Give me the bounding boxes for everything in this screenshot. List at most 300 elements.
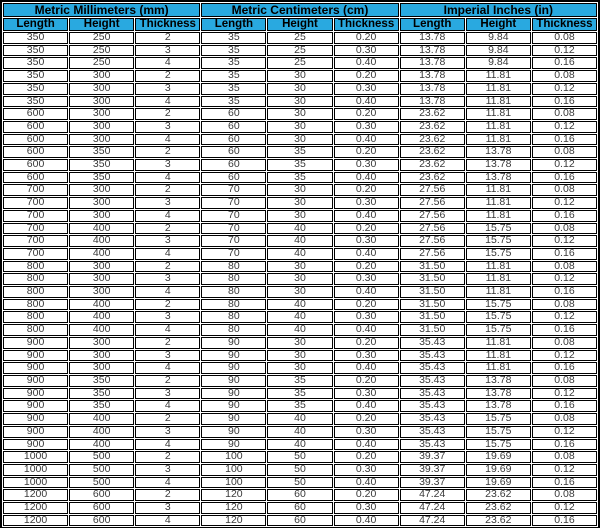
- cell-cm-thickness: 0.40: [334, 324, 399, 336]
- cell-mm-height: 400: [69, 223, 134, 235]
- cell-mm-length: 350: [3, 57, 68, 69]
- cell-cm-length: 60: [201, 159, 266, 171]
- cell-mm-height: 250: [69, 57, 134, 69]
- cell-mm-thickness: 4: [135, 362, 200, 374]
- cell-in-length: 13.78: [400, 70, 465, 82]
- cell-cm-height: 40: [267, 235, 332, 247]
- section-title-metric-mm: Metric Millimeters (mm): [3, 3, 200, 17]
- cell-mm-thickness: 2: [135, 184, 200, 196]
- table-row: [3, 426, 597, 438]
- cell-mm-thickness: 3: [135, 311, 200, 323]
- cell-cm-height: 25: [267, 32, 332, 44]
- cell-in-height: 11.81: [466, 70, 531, 82]
- cell-cm-thickness: 0.20: [334, 108, 399, 120]
- cell-mm-thickness: 2: [135, 451, 200, 463]
- cell-cm-thickness: 0.40: [334, 362, 399, 374]
- cell-in-length: 23.62: [400, 134, 465, 146]
- column-header-in-height: Height: [466, 18, 531, 31]
- table-row: [3, 464, 597, 476]
- cell-in-thickness: 0.12: [532, 83, 597, 95]
- cell-mm-thickness: 2: [135, 299, 200, 311]
- cell-cm-height: 60: [267, 489, 332, 501]
- cell-mm-thickness: 4: [135, 172, 200, 184]
- cell-cm-length: 80: [201, 261, 266, 273]
- cell-cm-thickness: 0.20: [334, 451, 399, 463]
- cell-in-length: 23.62: [400, 172, 465, 184]
- cell-mm-height: 300: [69, 83, 134, 95]
- cell-in-length: 23.62: [400, 146, 465, 158]
- cell-in-thickness: 0.16: [532, 96, 597, 108]
- cell-cm-thickness: 0.30: [334, 388, 399, 400]
- cell-in-thickness: 0.08: [532, 108, 597, 120]
- cell-mm-length: 1200: [3, 502, 68, 514]
- cell-in-thickness: 0.16: [532, 400, 597, 412]
- cell-mm-height: 600: [69, 502, 134, 514]
- cell-mm-thickness: 4: [135, 57, 200, 69]
- cell-cm-height: 30: [267, 286, 332, 298]
- cell-cm-length: 90: [201, 337, 266, 349]
- cell-mm-thickness: 2: [135, 375, 200, 387]
- cell-mm-height: 500: [69, 451, 134, 463]
- cell-in-length: 27.56: [400, 235, 465, 247]
- cell-mm-thickness: 2: [135, 70, 200, 82]
- cell-cm-length: 80: [201, 286, 266, 298]
- table-row: [3, 172, 597, 184]
- cell-in-height: 13.78: [466, 146, 531, 158]
- cell-in-height: 15.75: [466, 311, 531, 323]
- table-row: [3, 261, 597, 273]
- cell-cm-thickness: 0.40: [334, 477, 399, 489]
- cell-mm-thickness: 3: [135, 350, 200, 362]
- cell-in-length: 27.56: [400, 210, 465, 222]
- cell-in-length: 27.56: [400, 197, 465, 209]
- cell-mm-thickness: 3: [135, 45, 200, 57]
- cell-in-thickness: 0.08: [532, 489, 597, 501]
- table-row: [3, 451, 597, 463]
- cell-cm-height: 50: [267, 477, 332, 489]
- cell-in-length: 27.56: [400, 223, 465, 235]
- cell-mm-height: 400: [69, 299, 134, 311]
- cell-mm-thickness: 4: [135, 248, 200, 260]
- cell-mm-height: 350: [69, 146, 134, 158]
- cell-in-thickness: 0.12: [532, 388, 597, 400]
- cell-in-height: 15.75: [466, 235, 531, 247]
- cell-in-height: 11.81: [466, 362, 531, 374]
- cell-mm-height: 300: [69, 184, 134, 196]
- cell-cm-length: 120: [201, 502, 266, 514]
- cell-cm-height: 30: [267, 210, 332, 222]
- cell-cm-length: 70: [201, 223, 266, 235]
- cell-mm-height: 400: [69, 426, 134, 438]
- cell-mm-height: 400: [69, 311, 134, 323]
- cell-in-thickness: 0.16: [532, 57, 597, 69]
- cell-in-height: 15.75: [466, 324, 531, 336]
- cell-cm-height: 30: [267, 362, 332, 374]
- cell-cm-height: 35: [267, 375, 332, 387]
- cell-mm-length: 800: [3, 273, 68, 285]
- cell-cm-length: 60: [201, 121, 266, 133]
- cell-in-height: 23.62: [466, 502, 531, 514]
- cell-cm-thickness: 0.40: [334, 134, 399, 146]
- table-row: [3, 413, 597, 425]
- cell-cm-length: 35: [201, 83, 266, 95]
- cell-mm-height: 300: [69, 261, 134, 273]
- cell-mm-length: 1000: [3, 451, 68, 463]
- cell-in-height: 13.78: [466, 172, 531, 184]
- cell-cm-thickness: 0.20: [334, 184, 399, 196]
- cell-cm-thickness: 0.30: [334, 273, 399, 285]
- cell-cm-thickness: 0.40: [334, 515, 399, 527]
- cell-in-length: 31.50: [400, 324, 465, 336]
- cell-mm-length: 900: [3, 337, 68, 349]
- cell-in-thickness: 0.16: [532, 210, 597, 222]
- cell-cm-thickness: 0.40: [334, 172, 399, 184]
- cell-in-length: 31.50: [400, 261, 465, 273]
- cell-in-length: 31.50: [400, 299, 465, 311]
- cell-in-height: 15.75: [466, 439, 531, 451]
- cell-mm-length: 900: [3, 375, 68, 387]
- cell-in-length: 23.62: [400, 108, 465, 120]
- cell-mm-length: 800: [3, 299, 68, 311]
- cell-in-height: 11.81: [466, 83, 531, 95]
- cell-mm-length: 700: [3, 184, 68, 196]
- cell-cm-length: 80: [201, 311, 266, 323]
- cell-mm-thickness: 3: [135, 83, 200, 95]
- cell-cm-thickness: 0.20: [334, 261, 399, 273]
- cell-cm-height: 50: [267, 451, 332, 463]
- cell-in-thickness: 0.08: [532, 70, 597, 82]
- table-row: [3, 223, 597, 235]
- cell-in-height: 11.81: [466, 210, 531, 222]
- cell-mm-height: 400: [69, 439, 134, 451]
- cell-cm-height: 35: [267, 159, 332, 171]
- cell-in-length: 31.50: [400, 311, 465, 323]
- column-header-cm-thickness: Thickness: [334, 18, 399, 31]
- table-row: [3, 134, 597, 146]
- cell-in-height: 11.81: [466, 184, 531, 196]
- table-row: [3, 362, 597, 374]
- cell-cm-height: 30: [267, 273, 332, 285]
- cell-cm-height: 60: [267, 502, 332, 514]
- cell-mm-thickness: 2: [135, 413, 200, 425]
- cell-cm-thickness: 0.30: [334, 235, 399, 247]
- cell-mm-length: 600: [3, 108, 68, 120]
- cell-in-thickness: 0.16: [532, 324, 597, 336]
- cell-cm-thickness: 0.30: [334, 464, 399, 476]
- cell-mm-length: 350: [3, 32, 68, 44]
- cell-mm-height: 300: [69, 70, 134, 82]
- cell-cm-height: 40: [267, 248, 332, 260]
- cell-cm-height: 50: [267, 464, 332, 476]
- table-row: [3, 299, 597, 311]
- cell-cm-length: 60: [201, 134, 266, 146]
- cell-in-length: 31.50: [400, 286, 465, 298]
- cell-in-thickness: 0.16: [532, 439, 597, 451]
- cell-in-length: 39.37: [400, 464, 465, 476]
- cell-mm-thickness: 2: [135, 223, 200, 235]
- cell-cm-length: 90: [201, 439, 266, 451]
- cell-in-height: 15.75: [466, 248, 531, 260]
- cell-in-length: 47.24: [400, 489, 465, 501]
- cell-in-thickness: 0.12: [532, 45, 597, 57]
- cell-in-height: 9.84: [466, 32, 531, 44]
- cell-in-length: 35.43: [400, 350, 465, 362]
- cell-mm-thickness: 2: [135, 108, 200, 120]
- cell-in-thickness: 0.08: [532, 261, 597, 273]
- cell-cm-height: 35: [267, 146, 332, 158]
- table-row: [3, 32, 597, 44]
- cell-in-height: 11.81: [466, 96, 531, 108]
- cell-cm-height: 35: [267, 388, 332, 400]
- cell-cm-length: 35: [201, 32, 266, 44]
- cell-in-length: 13.78: [400, 57, 465, 69]
- cell-mm-thickness: 2: [135, 32, 200, 44]
- cell-mm-height: 300: [69, 286, 134, 298]
- cell-cm-thickness: 0.20: [334, 413, 399, 425]
- cell-in-thickness: 0.12: [532, 197, 597, 209]
- cell-in-length: 39.37: [400, 451, 465, 463]
- cell-mm-thickness: 3: [135, 197, 200, 209]
- cell-mm-length: 600: [3, 159, 68, 171]
- cell-cm-height: 35: [267, 172, 332, 184]
- cell-mm-length: 600: [3, 121, 68, 133]
- cell-cm-thickness: 0.40: [334, 57, 399, 69]
- cell-in-thickness: 0.08: [532, 32, 597, 44]
- column-header-mm-thickness: Thickness: [135, 18, 200, 31]
- cell-cm-thickness: 0.40: [334, 248, 399, 260]
- cell-mm-height: 400: [69, 235, 134, 247]
- cell-in-height: 9.84: [466, 57, 531, 69]
- cell-in-thickness: 0.16: [532, 515, 597, 527]
- cell-in-height: 15.75: [466, 223, 531, 235]
- cell-mm-thickness: 3: [135, 464, 200, 476]
- table-row: [3, 146, 597, 158]
- table-row: [3, 324, 597, 336]
- cell-cm-thickness: 0.40: [334, 210, 399, 222]
- cell-in-length: 13.78: [400, 96, 465, 108]
- cell-in-height: 19.69: [466, 464, 531, 476]
- table-row: [3, 375, 597, 387]
- table-row: [3, 502, 597, 514]
- cell-mm-length: 350: [3, 96, 68, 108]
- table-row: [3, 57, 597, 69]
- cell-mm-height: 300: [69, 108, 134, 120]
- cell-mm-thickness: 3: [135, 273, 200, 285]
- cell-mm-length: 700: [3, 197, 68, 209]
- cell-in-height: 11.81: [466, 261, 531, 273]
- cell-in-length: 35.43: [400, 400, 465, 412]
- cell-cm-height: 30: [267, 108, 332, 120]
- column-header-cm-height: Height: [267, 18, 332, 31]
- cell-cm-height: 40: [267, 223, 332, 235]
- cell-mm-thickness: 3: [135, 426, 200, 438]
- cell-mm-thickness: 4: [135, 477, 200, 489]
- cell-mm-height: 250: [69, 45, 134, 57]
- cell-cm-length: 35: [201, 45, 266, 57]
- cell-in-length: 31.50: [400, 273, 465, 285]
- cell-in-thickness: 0.08: [532, 451, 597, 463]
- cell-in-length: 13.78: [400, 32, 465, 44]
- cell-in-thickness: 0.16: [532, 134, 597, 146]
- column-header-mm-length: Length: [3, 18, 68, 31]
- cell-cm-height: 30: [267, 197, 332, 209]
- cell-in-height: 11.81: [466, 273, 531, 285]
- cell-mm-height: 400: [69, 248, 134, 260]
- cell-cm-thickness: 0.30: [334, 83, 399, 95]
- cell-cm-height: 40: [267, 439, 332, 451]
- cell-cm-thickness: 0.30: [334, 197, 399, 209]
- cell-in-length: 35.43: [400, 362, 465, 374]
- cell-in-thickness: 0.08: [532, 299, 597, 311]
- cell-mm-length: 900: [3, 400, 68, 412]
- cell-cm-thickness: 0.40: [334, 400, 399, 412]
- cell-mm-thickness: 4: [135, 96, 200, 108]
- cell-cm-length: 70: [201, 248, 266, 260]
- column-header-row: [3, 18, 597, 31]
- cell-in-height: 15.75: [466, 413, 531, 425]
- cell-mm-length: 900: [3, 413, 68, 425]
- cell-cm-length: 90: [201, 350, 266, 362]
- cell-cm-thickness: 0.20: [334, 223, 399, 235]
- cell-cm-length: 60: [201, 146, 266, 158]
- cell-cm-length: 35: [201, 57, 266, 69]
- cell-in-height: 13.78: [466, 375, 531, 387]
- table-row: [3, 108, 597, 120]
- cell-in-height: 23.62: [466, 489, 531, 501]
- cell-in-height: 13.78: [466, 159, 531, 171]
- cell-in-thickness: 0.12: [532, 502, 597, 514]
- cell-mm-height: 350: [69, 172, 134, 184]
- table-row: [3, 273, 597, 285]
- column-header-in-thickness: Thickness: [532, 18, 597, 31]
- cell-cm-height: 40: [267, 299, 332, 311]
- cell-in-thickness: 0.12: [532, 273, 597, 285]
- cell-in-height: 15.75: [466, 299, 531, 311]
- cell-mm-height: 300: [69, 337, 134, 349]
- table-row: [3, 477, 597, 489]
- cell-cm-length: 70: [201, 197, 266, 209]
- cell-mm-height: 350: [69, 375, 134, 387]
- cell-in-length: 27.56: [400, 248, 465, 260]
- cell-cm-thickness: 0.40: [334, 96, 399, 108]
- cell-cm-length: 90: [201, 388, 266, 400]
- cell-cm-thickness: 0.30: [334, 45, 399, 57]
- cell-mm-length: 900: [3, 439, 68, 451]
- cell-cm-thickness: 0.20: [334, 70, 399, 82]
- cell-mm-height: 300: [69, 210, 134, 222]
- cell-cm-height: 40: [267, 413, 332, 425]
- cell-cm-height: 40: [267, 311, 332, 323]
- cell-mm-length: 700: [3, 223, 68, 235]
- cell-mm-thickness: 3: [135, 235, 200, 247]
- cell-cm-thickness: 0.20: [334, 32, 399, 44]
- cell-cm-length: 100: [201, 477, 266, 489]
- cell-cm-thickness: 0.30: [334, 426, 399, 438]
- cell-in-thickness: 0.12: [532, 350, 597, 362]
- cell-cm-height: 30: [267, 261, 332, 273]
- table-row: [3, 515, 597, 527]
- cell-in-length: 23.62: [400, 159, 465, 171]
- table-row: [3, 337, 597, 349]
- cell-mm-length: 350: [3, 70, 68, 82]
- cell-in-height: 19.69: [466, 477, 531, 489]
- cell-cm-length: 90: [201, 426, 266, 438]
- cell-in-length: 35.43: [400, 426, 465, 438]
- cell-mm-height: 600: [69, 489, 134, 501]
- cell-in-length: 47.24: [400, 515, 465, 527]
- cell-cm-length: 80: [201, 299, 266, 311]
- cell-cm-height: 25: [267, 57, 332, 69]
- table-row: [3, 96, 597, 108]
- cell-mm-height: 350: [69, 159, 134, 171]
- table-row: [3, 350, 597, 362]
- column-header-in-length: Length: [400, 18, 465, 31]
- cell-cm-length: 70: [201, 235, 266, 247]
- cell-cm-length: 120: [201, 489, 266, 501]
- cell-mm-thickness: 2: [135, 261, 200, 273]
- cell-in-thickness: 0.16: [532, 172, 597, 184]
- cell-in-height: 11.81: [466, 337, 531, 349]
- cell-cm-thickness: 0.30: [334, 502, 399, 514]
- cell-mm-length: 600: [3, 146, 68, 158]
- cell-in-thickness: 0.08: [532, 184, 597, 196]
- cell-in-length: 27.56: [400, 184, 465, 196]
- cell-in-thickness: 0.16: [532, 362, 597, 374]
- cell-cm-length: 100: [201, 451, 266, 463]
- cell-mm-height: 300: [69, 96, 134, 108]
- cell-in-thickness: 0.08: [532, 223, 597, 235]
- cell-cm-length: 35: [201, 70, 266, 82]
- cell-mm-length: 700: [3, 235, 68, 247]
- cell-cm-height: 30: [267, 337, 332, 349]
- table-row: [3, 286, 597, 298]
- cell-mm-length: 700: [3, 210, 68, 222]
- table-row: [3, 388, 597, 400]
- cell-mm-thickness: 4: [135, 515, 200, 527]
- cell-mm-thickness: 4: [135, 400, 200, 412]
- cell-in-thickness: 0.08: [532, 337, 597, 349]
- table-row: [3, 159, 597, 171]
- cell-mm-thickness: 2: [135, 146, 200, 158]
- cell-in-height: 23.62: [466, 515, 531, 527]
- cell-in-thickness: 0.12: [532, 311, 597, 323]
- cell-mm-length: 800: [3, 324, 68, 336]
- cell-cm-length: 35: [201, 96, 266, 108]
- cell-cm-length: 80: [201, 324, 266, 336]
- table-row: [3, 70, 597, 82]
- cell-in-height: 13.78: [466, 388, 531, 400]
- table-body: [3, 32, 597, 526]
- cell-in-thickness: 0.16: [532, 477, 597, 489]
- cell-in-height: 19.69: [466, 451, 531, 463]
- cell-mm-thickness: 3: [135, 121, 200, 133]
- cell-mm-height: 300: [69, 362, 134, 374]
- cell-mm-length: 800: [3, 311, 68, 323]
- cell-mm-thickness: 3: [135, 502, 200, 514]
- table-row: [3, 83, 597, 95]
- cell-mm-height: 350: [69, 400, 134, 412]
- cell-mm-length: 1000: [3, 477, 68, 489]
- cell-cm-length: 120: [201, 515, 266, 527]
- cell-mm-height: 300: [69, 134, 134, 146]
- table-row: [3, 489, 597, 501]
- cell-in-length: 35.43: [400, 413, 465, 425]
- cell-cm-thickness: 0.30: [334, 311, 399, 323]
- cell-cm-length: 90: [201, 413, 266, 425]
- cell-in-thickness: 0.08: [532, 413, 597, 425]
- cell-mm-length: 350: [3, 83, 68, 95]
- cell-mm-length: 700: [3, 248, 68, 260]
